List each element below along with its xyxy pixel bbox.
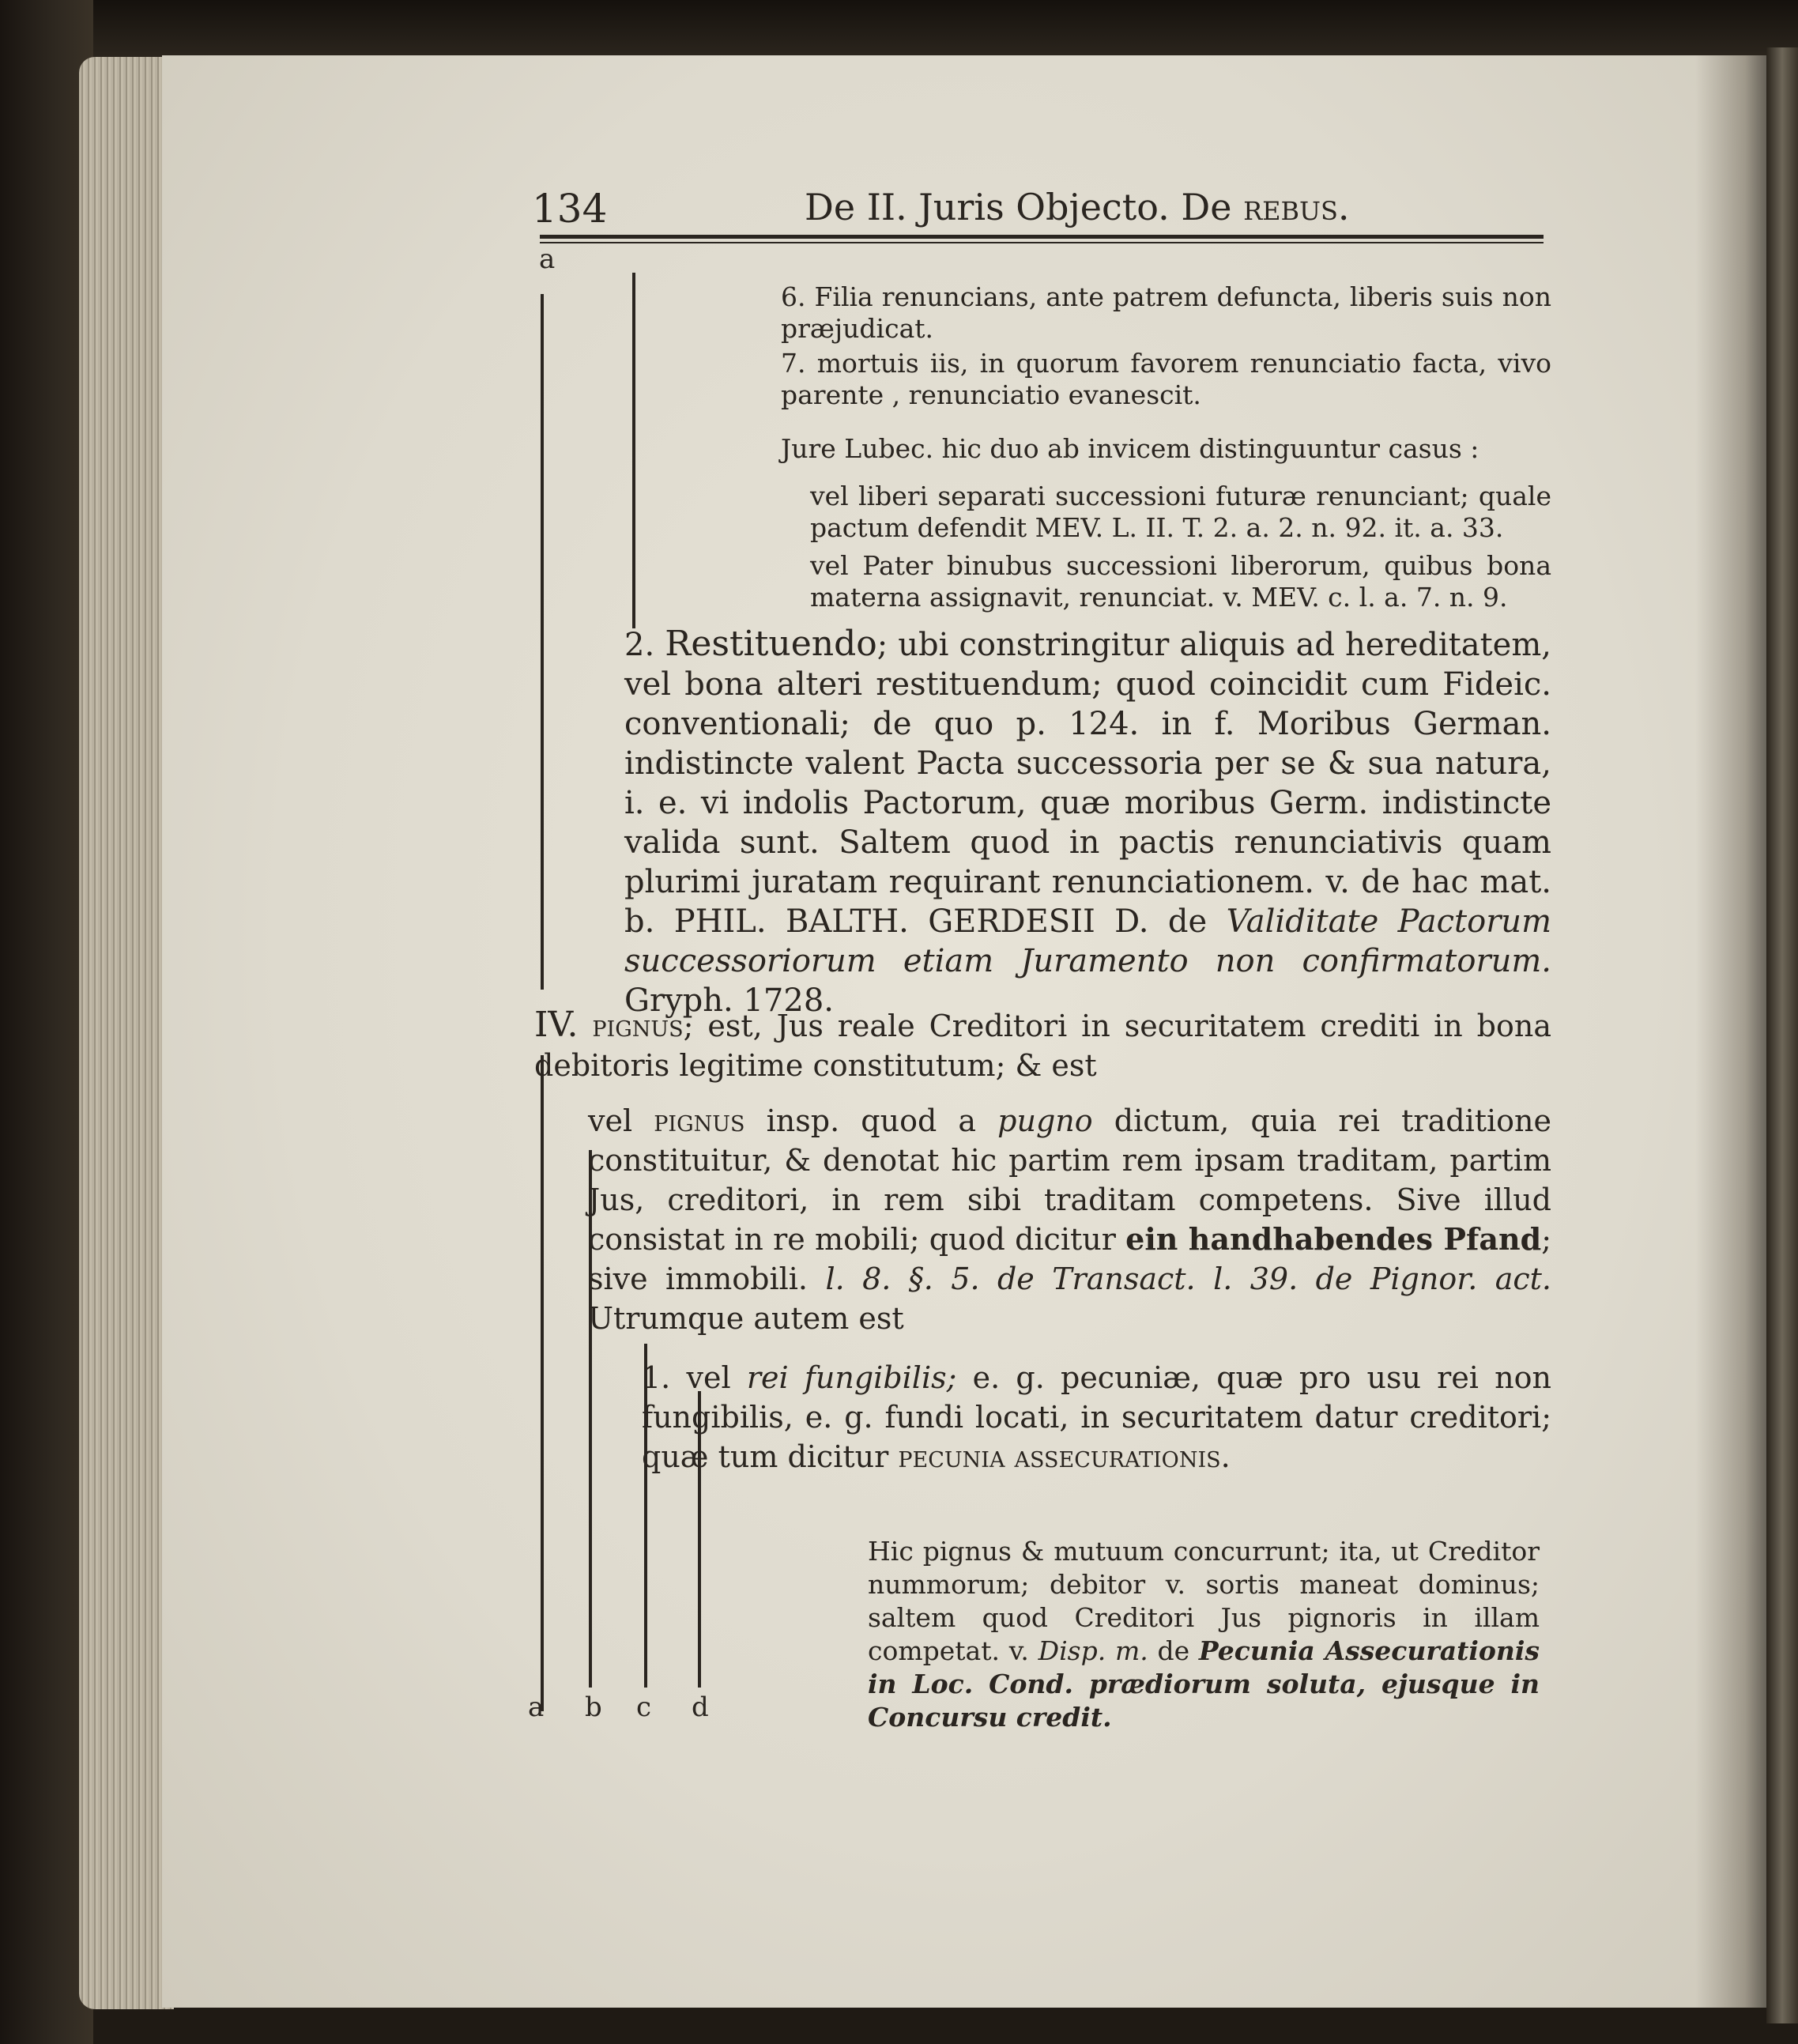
- item-6: 6. Filia renuncians, ante patrem defuncta, liberis suis non præjudicat.: [781, 281, 1551, 344]
- note-title: Pecunia Assecurationis in Loc. Cond. prædiorum soluta, ejusque in Concursu credit.: [868, 1635, 1540, 1733]
- casus-2: vel Pater binubus successioni liberorum, quibus bona materna assignavit, renunciat. v. MEV. c. l. a. 7. n. 9.: [810, 550, 1551, 613]
- page-stack-edges: [79, 57, 174, 2009]
- bracket-line-a-upper: [541, 294, 544, 990]
- page-number: 134: [532, 186, 608, 232]
- german-phrase: ein handhabendes Pfand: [1125, 1221, 1542, 1257]
- pignus-heading: [534, 1005, 1551, 1085]
- restituendo-word: Restituendo: [665, 624, 877, 664]
- margin-letter-b: b: [585, 1691, 602, 1723]
- restituendo-num: 2.: [624, 627, 655, 663]
- margin-letter-c: c: [636, 1691, 652, 1723]
- pignus-word: pignus: [592, 1009, 684, 1043]
- rei-fungibilis-term: rei fungibilis;: [746, 1360, 957, 1395]
- pecunia-assecurationis: pecunia assecurationis.: [898, 1439, 1231, 1474]
- jure-lubec: Jure Lubec. hic duo ab invicem distinguuntur casus :: [781, 433, 1479, 464]
- pugno-word: pugno: [997, 1103, 1093, 1138]
- pignus-insp-paragraph: vel pignus insp. quod a pugno dictum, quia rei traditione constituitur, & denotat hic partim rem ipsam traditam, partim Jus, creditori, in rem sibi traditam competens. Sive illud consistat in re mobili; quod dicitur ein handhabendes Pfand; sive immobili. l. 8. §. 5. de Transact. l. 39. de Pignor. act. Utrumque autem est: [588, 1103, 1552, 1336]
- restituendo-paragraph: [624, 624, 1551, 1020]
- bracket-line-a-lower: [541, 1055, 544, 1711]
- pignus-insp-word: pignus: [654, 1103, 745, 1138]
- margin-letter-d: d: [692, 1691, 709, 1723]
- rei-fungibilis-paragraph: 1. vel rei fungibilis; e. g. pecuniæ, quæ pro usu rei non fungibilis, e. g. fundi locati, in securitatem datur creditori; quæ tum dicitur pecunia assecurationis.: [642, 1360, 1551, 1474]
- header-rule-thin: [540, 242, 1544, 243]
- note-paragraph: Hic pignus & mutuum concurrunt; ita, ut Creditor nummorum; debitor v. sortis maneat dominus; saltem quod Creditori Jus pignoris in illam competat. v. Disp. m. de Pecunia Assecurationis in Loc. Cond. prædiorum soluta, ejusque in Concursu credit.: [868, 1536, 1540, 1733]
- running-title: De II. Juris Objecto. De rebus.: [805, 186, 1350, 228]
- running-title-rebus: rebus.: [1243, 186, 1350, 228]
- margin-letter-a-top: a: [539, 243, 556, 275]
- restituendo-text: ; ubi constringitur aliquis ad hereditatem, vel bona alteri restituendum; quod coincidit cum Fideic. conventionali; de quo p. 124. in f. Moribus German. indistincte valent Pacta successoria per se & sua natura, i. e. vi indolis Pactorum, quæ moribus Germ. indistincte valida sunt. Saltem quod in pactis renunciativis quam plurimi juratam requirant renunciationem. v. de hac mat. b. PHIL. BALTH. GERDESII D. de: [624, 627, 1551, 940]
- bracket-line-b-upper: [632, 273, 635, 628]
- header-rule: [540, 235, 1544, 239]
- pignus-text: ; est, Jus reale Creditori in securitatem crediti in bona debitoris legitime constitutum; & est: [534, 1009, 1551, 1083]
- note-disp: Disp. m.: [1038, 1635, 1148, 1666]
- cover-top-edge: [0, 0, 1798, 57]
- rei-fungibilis-num: 1.: [642, 1360, 671, 1395]
- restituendo-tail: Gryph. 1728.: [624, 982, 834, 1019]
- pignus-num: IV.: [534, 1005, 579, 1045]
- margin-letter-a: a: [528, 1691, 545, 1723]
- pignus-cite: l. 8. §. 5. de Transact. l. 39. de Pignor. act.: [825, 1261, 1552, 1296]
- page-gutter-shadow: [1695, 55, 1766, 2008]
- restituendo-title: Validitate Pactorum successoriorum etiam Juramento non confirmatorum.: [624, 903, 1551, 979]
- facing-page-edge: [1766, 47, 1798, 2023]
- casus-1: vel liberi separati successioni futuræ renunciant; quale pactum defendit MEV. L. II. T. 2. a. 2. n. 92. it. a. 33.: [810, 481, 1551, 543]
- item-7: 7. mortuis iis, in quorum favorem renunciatio facta, vivo parente , renunciatio evanescit.: [781, 348, 1551, 410]
